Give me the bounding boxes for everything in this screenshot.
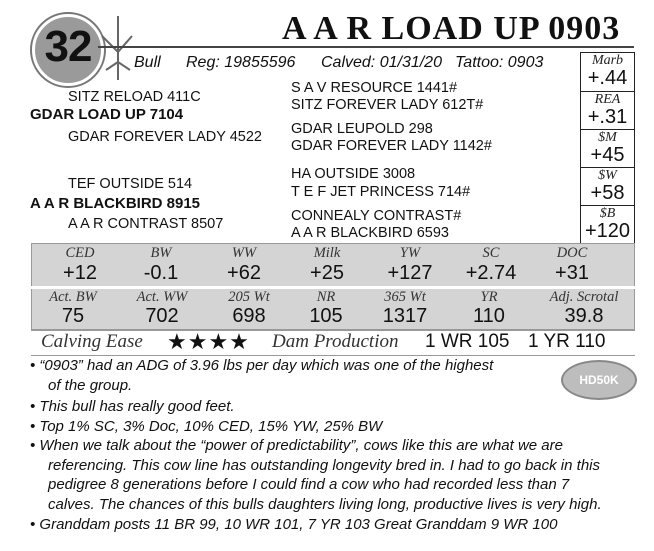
note-line: of the group. xyxy=(48,377,133,394)
index-value: +120 xyxy=(584,220,631,242)
note-line: pedigree 8 generations before I could find a cow who had recorded less than 7 xyxy=(48,476,570,493)
index-box-marb xyxy=(580,52,635,92)
index-value: +58 xyxy=(590,182,625,204)
pedigree-ssd: SITZ FOREVER LADY 612T# xyxy=(291,97,484,113)
pedigree-dam: A A R BLACKBIRD 8915 xyxy=(30,195,201,212)
dam-production-wr: 1 WR 105 xyxy=(425,331,510,352)
calving-ease-label: Calving Ease xyxy=(41,331,143,352)
epd-value-bw: -0.1 xyxy=(143,262,179,284)
note-line: • Top 1% SC, 3% Doc, 10% CED, 15% YW, 25% BW xyxy=(30,418,383,435)
calving-ease-stars-icon: ★★★★ xyxy=(167,329,250,354)
epd-label-bw: BW xyxy=(150,245,172,261)
epd-label-milk: Milk xyxy=(313,245,341,261)
epd-value-sc: +2.74 xyxy=(465,262,517,284)
pedigree-dam-sire: TEF OUTSIDE 514 xyxy=(68,176,193,192)
actual-label-205wt: 205 Wt xyxy=(228,289,270,305)
index-label: $B xyxy=(599,206,616,221)
note-line: • When we talk about the “power of predictability”, cows like this are what we are xyxy=(30,437,563,454)
pedigree-sds: GDAR LEUPOLD 298 xyxy=(291,121,433,137)
pedigree-dds: CONNEALY CONTRAST# xyxy=(291,208,462,224)
actual-label-scrotal: Adj. Scrotal xyxy=(549,289,619,305)
actual-label-nr: NR xyxy=(316,289,336,305)
epd-label-sc: SC xyxy=(482,245,500,261)
actual-value-scrotal: 39.8 xyxy=(564,305,604,327)
calved-date: Calved: 01/31/20 xyxy=(321,54,442,71)
pedigree-dss: HA OUTSIDE 3008 xyxy=(291,166,416,182)
note-line: • “0903” had an ADG of 3.96 lbs per day which was one of the highest xyxy=(30,357,494,374)
epd-label-ced: CED xyxy=(65,245,95,261)
epd-label-ww: WW xyxy=(231,245,257,261)
index-box-m xyxy=(580,129,635,169)
hd50k-badge: HD50K xyxy=(561,360,637,400)
index-label: Marb xyxy=(591,53,624,68)
pedigree-ddd: A A R BLACKBIRD 6593 xyxy=(291,225,449,241)
actual-value-365wt: 1317 xyxy=(382,305,428,327)
index-value: +45 xyxy=(590,144,625,166)
index-label: $M xyxy=(598,130,617,145)
registration-number: Reg: 19855596 xyxy=(186,54,296,71)
actual-value-yr: 110 xyxy=(473,305,505,327)
actual-value-205wt: 698 xyxy=(232,305,266,327)
dam-production-yr: 1 YR 110 xyxy=(528,331,606,352)
epd-value-yw: +127 xyxy=(387,262,433,284)
note-line: • This bull has really good feet. xyxy=(30,398,235,415)
dam-production-label: Dam Production xyxy=(272,331,399,352)
actual-label-365wt: 365 Wt xyxy=(384,289,426,305)
pedigree-sire-sire: SITZ RELOAD 411C xyxy=(68,89,201,105)
brand-mark-icon xyxy=(96,12,136,84)
epd-value-doc: +31 xyxy=(555,262,589,284)
actual-value-ww: 702 xyxy=(145,305,179,327)
index-label: REA xyxy=(594,92,621,107)
index-box-w xyxy=(580,167,635,207)
actual-label-yr: YR xyxy=(480,289,498,305)
index-box-b xyxy=(580,205,635,245)
epd-value-ced: +12 xyxy=(63,262,97,284)
index-label: $W xyxy=(598,168,617,183)
notes-section xyxy=(30,356,650,546)
epd-value-ww: +62 xyxy=(227,262,261,284)
index-value: +.44 xyxy=(587,67,628,89)
pedigree-dsd: T E F JET PRINCESS 714# xyxy=(291,184,471,200)
pedigree-sdd: GDAR FOREVER LADY 1142# xyxy=(291,138,492,154)
note-line: • Granddam posts 11 BR 99, 10 WR 101, 7 YR 103 Great Granddam 9 WR 100 xyxy=(30,516,558,533)
actual-label-ww: Act. WW xyxy=(136,289,188,305)
note-line: calves. The chances of this bulls daughters living long, productive lives is very high. xyxy=(48,496,602,513)
pedigree-sire-dam: GDAR FOREVER LADY 4522 xyxy=(68,129,262,145)
index-value: +.31 xyxy=(587,106,628,128)
epd-label-yw: YW xyxy=(399,245,421,261)
calving-top-rule xyxy=(31,329,635,330)
animal-name: A A R LOAD UP 0903 xyxy=(282,10,621,47)
actual-value-nr: 105 xyxy=(309,305,343,327)
pedigree-dam-dam: A A R CONTRAST 8507 xyxy=(68,216,224,232)
epd-label-doc: DOC xyxy=(556,245,588,261)
actual-value-bw: 75 xyxy=(61,305,85,327)
actual-label-bw: Act. BW xyxy=(49,289,97,305)
index-box-rea xyxy=(580,91,635,131)
pedigree-sire: GDAR LOAD UP 7104 xyxy=(30,106,184,123)
lot-number: 32 xyxy=(44,22,92,71)
tattoo: Tattoo: 0903 xyxy=(455,54,544,71)
epd-value-milk: +25 xyxy=(310,262,344,284)
animal-sex: Bull xyxy=(134,54,161,71)
pedigree-sss: S A V RESOURCE 1441# xyxy=(291,80,458,96)
note-line: referencing. This cow line has outstanding longevity bred in. I had to go back in this xyxy=(48,457,600,474)
